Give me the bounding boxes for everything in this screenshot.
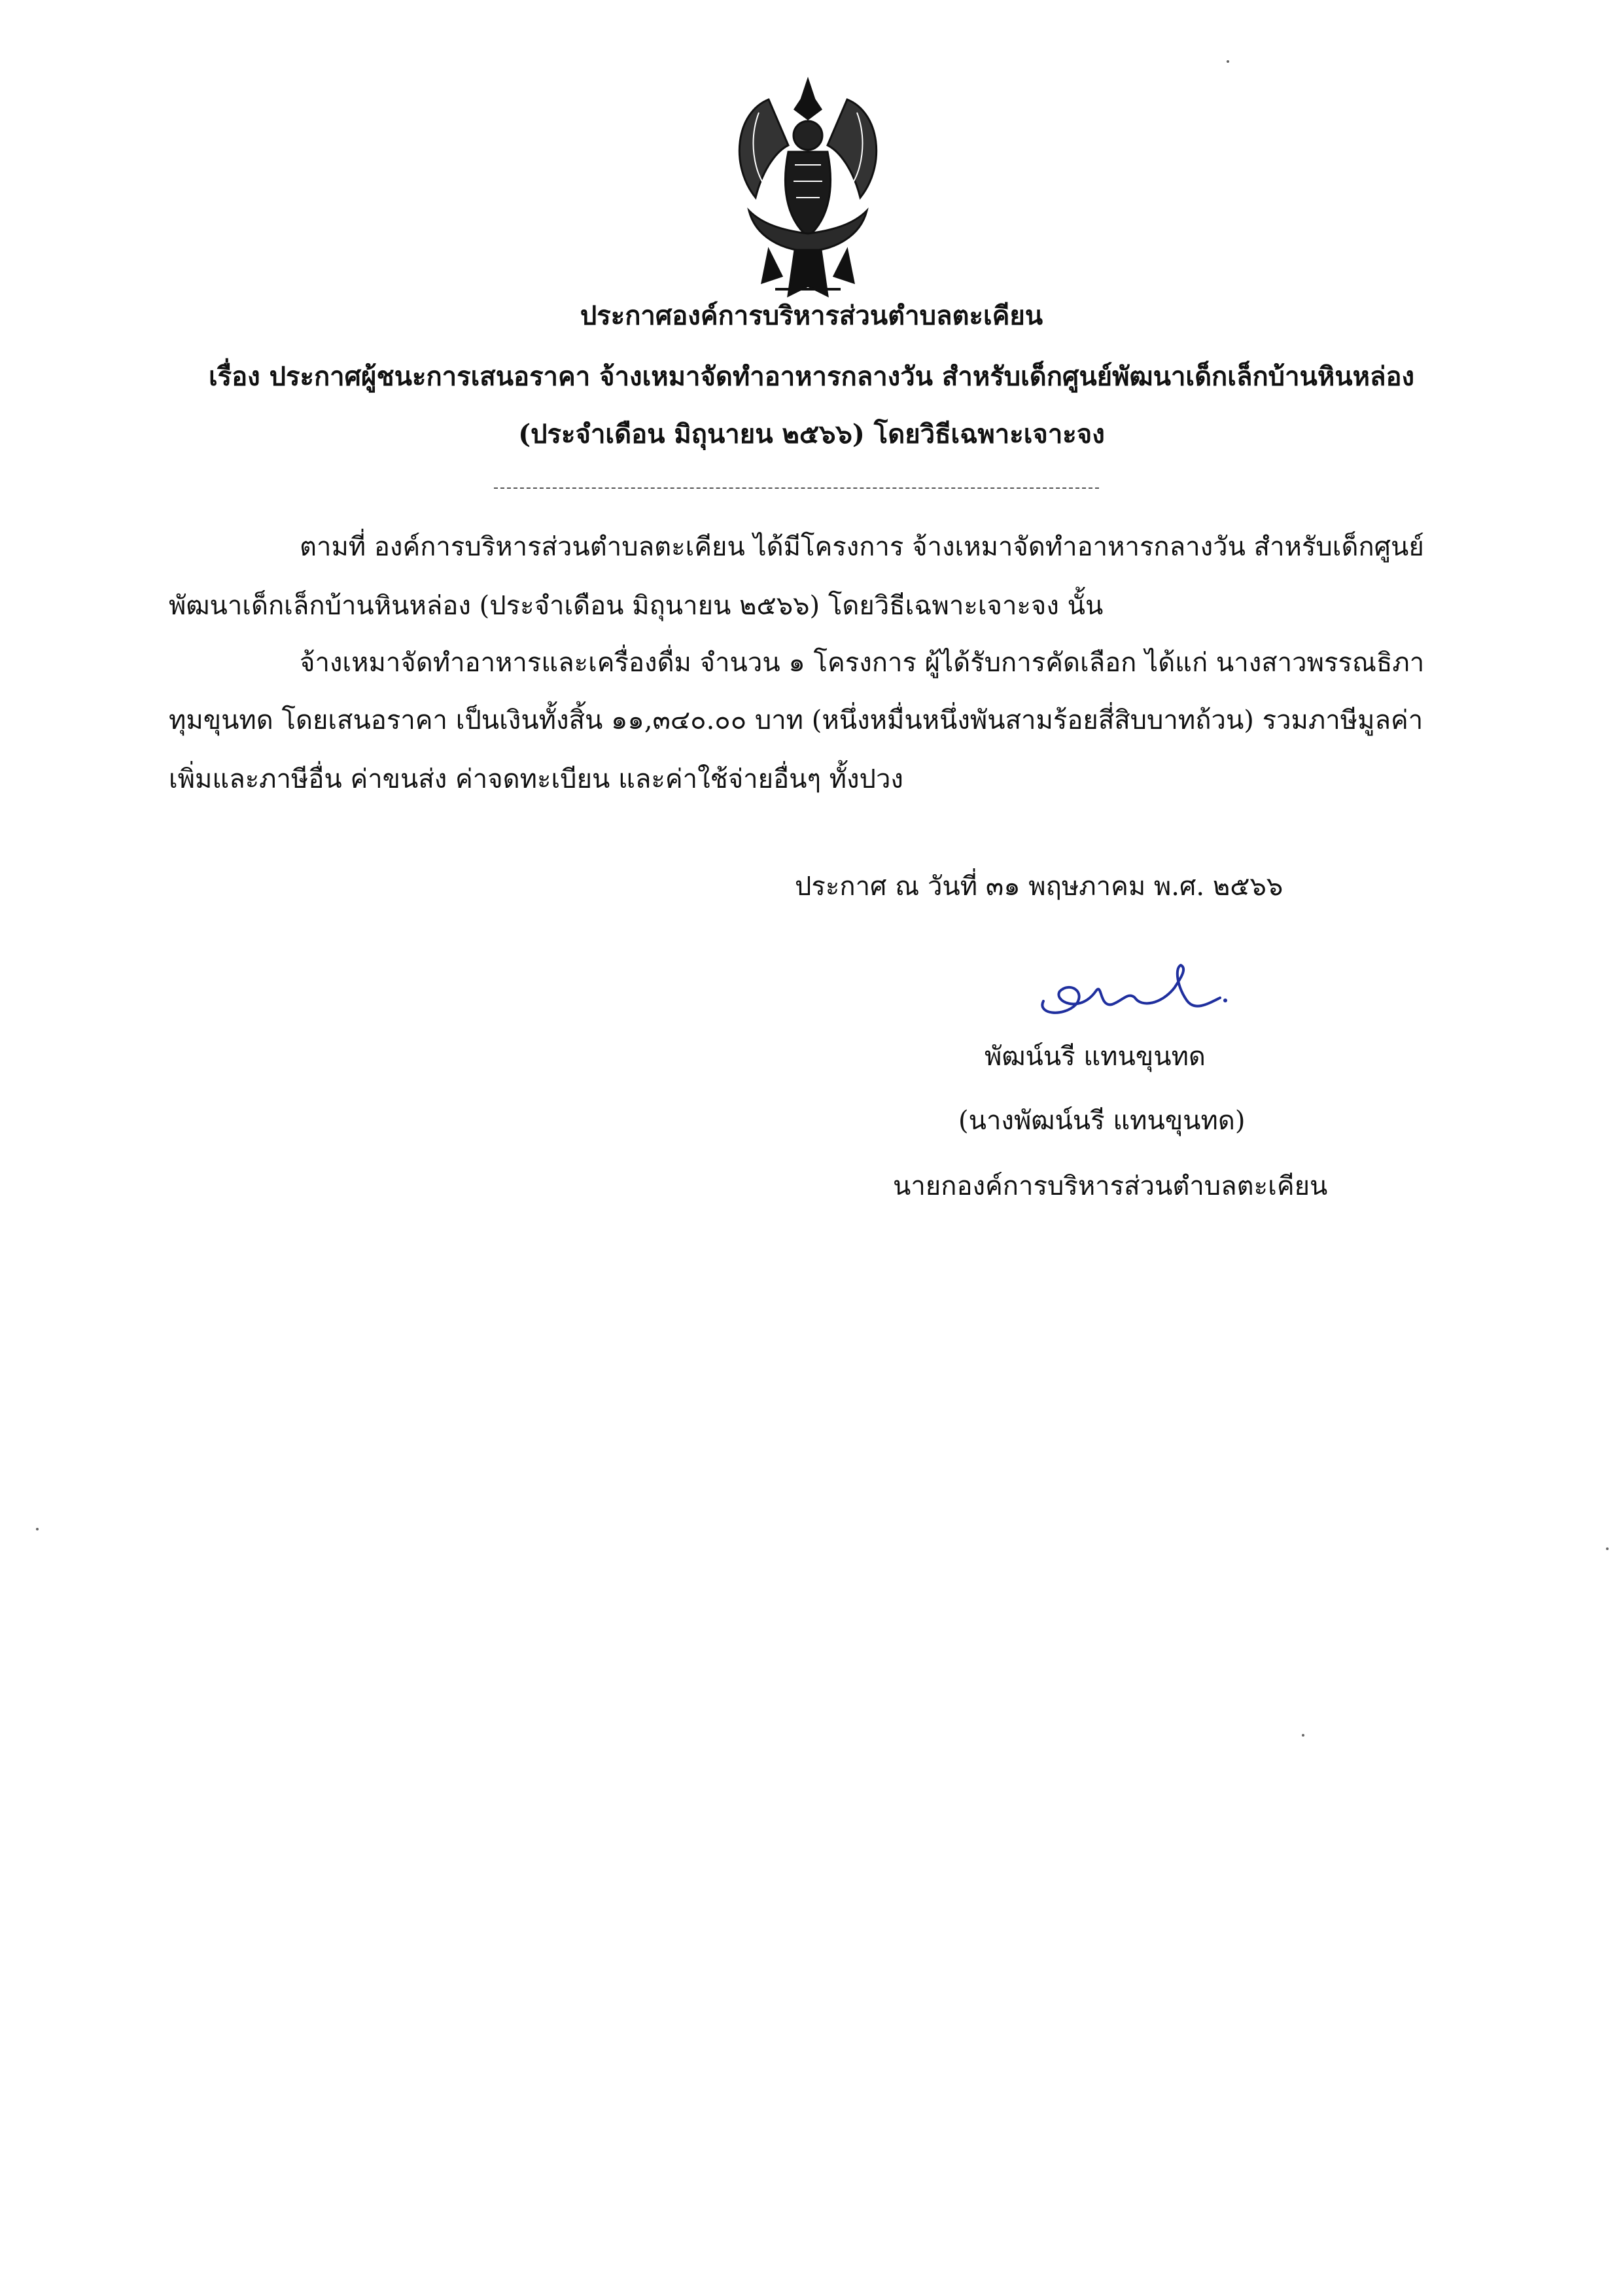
body-line: ทุมขุนทด โดยเสนอราคา เป็นเงินทั้งสิ้น ๑๑,๓๔๐.๐๐ บาท (หนึ่งหมื่นหนึ่งพันสามร้อยสี่สิบบาทถ้วน) รวมภาษีมูลค่า — [169, 705, 1423, 735]
signer-full-name: (นางพัฒน์นรี แทนขุนทด) — [958, 1106, 1246, 1136]
body-line: เพิ่มและภาษีอื่น ค่าขนส่ง ค่าจดทะเบียน และค่าใช้จ่ายอื่นๆ ทั้งปวง — [169, 764, 903, 794]
scan-speck — [1302, 1734, 1304, 1737]
body-line: จ้างเหมาจัดทำอาหารและเครื่องดื่ม จำนวน ๑ โครงการ ผู้ได้รับการคัดเลือก ได้แก่ นางสาวพรรณธิภา — [300, 648, 1425, 678]
signer-position: นายกองค์การบริหารส่วนตำบลตะเคียน — [893, 1171, 1328, 1201]
announcement-subject-continued: (ประจำเดือน มิถุนายน ๒๕๖๖) โดยวิธีเฉพาะเจาะจง — [518, 419, 1105, 450]
body-line: ตามที่ องค์การบริหารส่วนตำบลตะเคียน ได้มีโครงการ จ้างเหมาจัดทำอาหารกลางวัน สำหรับเด็กศูนย์ — [300, 532, 1424, 562]
body-line: พัฒนาเด็กเล็กบ้านหินหล่อง (ประจำเดือน มิถุนายน ๒๕๖๖) โดยวิธีเฉพาะเจาะจง นั้น — [169, 591, 1104, 621]
scan-speck — [1227, 60, 1229, 63]
garuda-emblem-icon — [723, 73, 893, 309]
handwritten-signature-icon — [1024, 952, 1233, 1031]
scan-speck — [36, 1528, 39, 1530]
announcement-title: ประกาศองค์การบริหารส่วนตำบลตะเคียน — [580, 300, 1043, 331]
scan-speck — [1606, 1547, 1609, 1550]
signer-name: พัฒน์นรี แทนขุนทด — [985, 1042, 1206, 1072]
announcement-subject: เรื่อง ประกาศผู้ชนะการเสนอราคา จ้างเหมาจัดทำอาหารกลางวัน สำหรับเด็กศูนย์พัฒนาเด็กเล็กบ้านหินหล่อง — [208, 361, 1415, 392]
announcement-date: ประกาศ ณ วันที่ ๓๑ พฤษภาคม พ.ศ. ๒๕๖๖ — [795, 872, 1283, 902]
dashed-divider — [494, 487, 1099, 489]
